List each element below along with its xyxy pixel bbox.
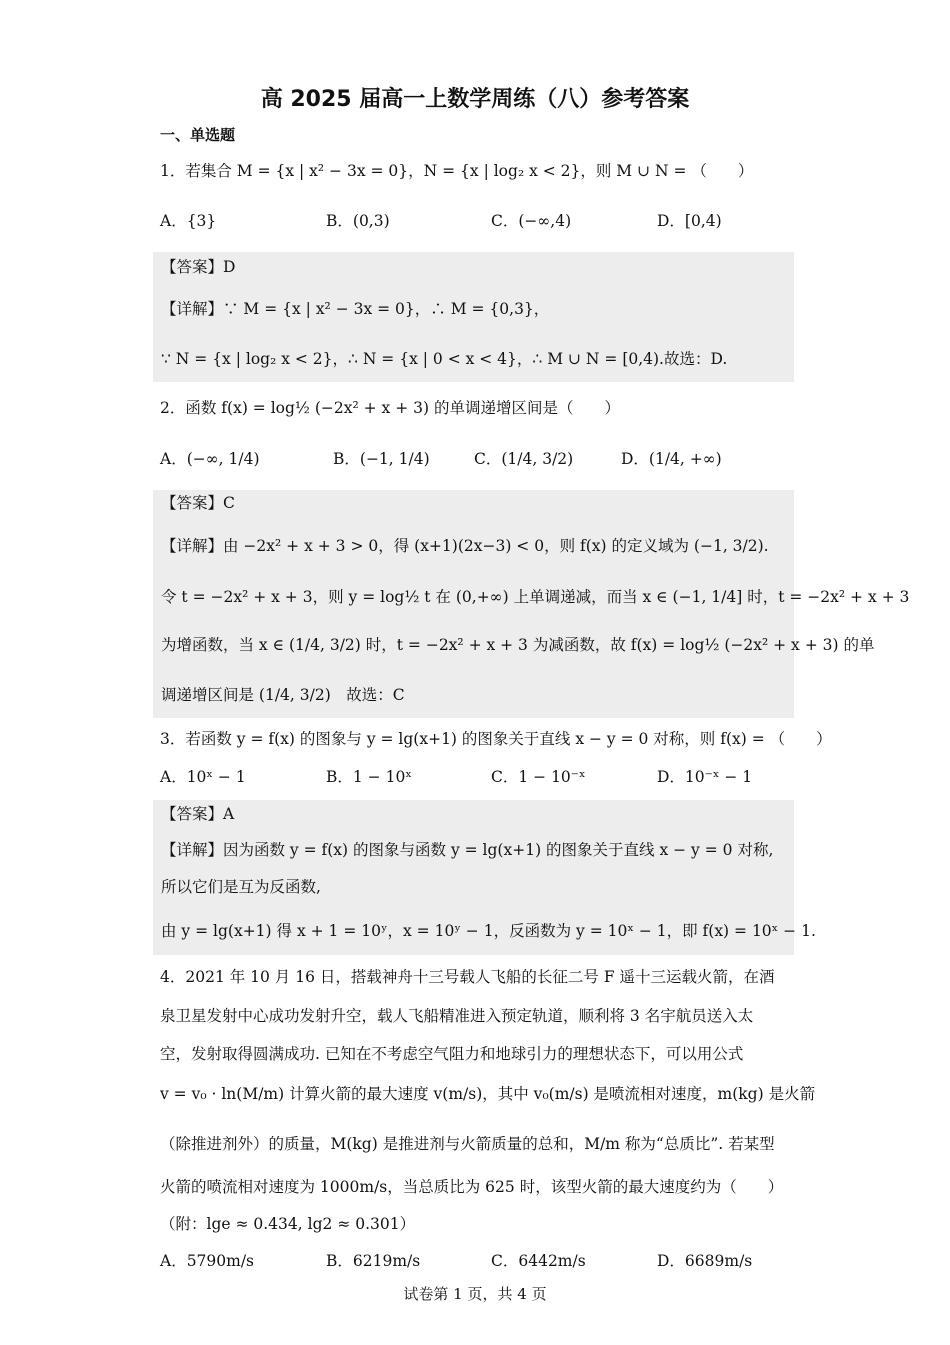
q2-detail-1: 【详解】由 −2x² + x + 3 > 0，得 (x+1)(2x−3) < 0，则 f(x) 的定义域为 (−1, 3/2). — [161, 537, 769, 555]
q1-detail-2: ∵ N = {x | log₂ x < 2}，∴ N = {x | 0 < x < 4}，∴ M ∪ N = [0,4).故选：D. — [161, 350, 728, 368]
q2-option-b: B．(−1, 1/4) — [333, 450, 430, 468]
q2-option-a: A．(−∞, 1/4) — [160, 450, 260, 468]
q4-option-a: A．5790m/s — [160, 1252, 255, 1270]
q1-option-d: D．[0,4) — [657, 212, 722, 230]
q4-line-7: （附：lge ≈ 0.434, lg2 ≈ 0.301） — [160, 1215, 416, 1233]
q1-answer: 【答案】D — [161, 258, 236, 276]
q3-stem: 3．若函数 y = f(x) 的图象与 y = lg(x+1) 的图象关于直线 x − y = 0 对称，则 f(x) = （ ） — [160, 730, 832, 748]
q2-option-c: C．(1/4, 3/2) — [474, 450, 574, 468]
section-heading: 一、单选题 — [160, 126, 236, 144]
q3-detail-3: 由 y = lg(x+1) 得 x + 1 = 10ʸ，x = 10ʸ − 1，反函数为 y = 10ˣ − 1，即 f(x) = 10ˣ − 1. — [161, 922, 816, 940]
q3-answer-box — [153, 800, 816, 955]
q3-answer: 【答案】A — [161, 805, 235, 823]
q4-line-3: 空，发射取得圆满成功. 已知在不考虑空气阻力和地球引力的理想状态下，可以用公式 — [160, 1045, 744, 1063]
q1-option-a: A．{3} — [160, 212, 217, 230]
q2-answer-box — [153, 490, 910, 718]
q4-option-c: C．6442m/s — [491, 1252, 586, 1270]
q2-detail-2: 令 t = −2x² + x + 3，则 y = log½ t 在 (0,+∞) 上单调递减，而当 x ∈ (−1, 1/4] 时，t = −2x² + x + 3 — [161, 588, 910, 606]
q4-line-2: 泉卫星发射中心成功发射升空，载人飞船精准进入预定轨道，顺利将 3 名宇航员送入太 — [160, 1007, 754, 1025]
q2-stem: 2．函数 f(x) = log½ (−2x² + x + 3) 的单调递增区间是（ ） — [160, 399, 620, 417]
q4-option-d: D．6689m/s — [657, 1252, 753, 1270]
q4-option-b: B．6219m/s — [326, 1252, 421, 1270]
q3-option-b: B．1 − 10ˣ — [326, 768, 412, 786]
q2-detail-3: 为增函数，当 x ∈ (1/4, 3/2) 时，t = −2x² + x + 3 为减函数，故 f(x) = log½ (−2x² + x + 3) 的单 — [161, 636, 875, 654]
page-footer: 试卷第 1 页，共 4 页 — [403, 1285, 547, 1303]
q2-detail-4: 调递增区间是 (1/4, 3/2) 故选：C — [161, 686, 405, 704]
q2-answer: 【答案】C — [161, 494, 235, 512]
q3-detail-2: 所以它们是互为反函数, — [161, 878, 321, 896]
q1-stem: 1．若集合 M = {x | x² − 3x = 0}，N = {x | log₂ x < 2}，则 M ∪ N = （ ） — [160, 162, 754, 180]
q2-option-d: D．(1/4, +∞) — [621, 450, 722, 468]
q4-line-1: 4．2021 年 10 月 16 日，搭载神舟十三号载人飞船的长征二号 F 遥十三运载火箭，在酒 — [160, 968, 775, 986]
q3-option-c: C．1 − 10⁻ˣ — [491, 768, 586, 786]
q1-detail-1: 【详解】∵ M = {x | x² − 3x = 0}，∴ M = {0,3}， — [161, 300, 550, 318]
q1-answer-box — [153, 252, 794, 382]
page-title: 高 2025 届高一上数学周练（八）参考答案 — [260, 87, 690, 112]
q3-option-a: A．10ˣ − 1 — [160, 768, 246, 786]
q1-option-c: C．(−∞,4) — [491, 212, 572, 230]
q3-detail-1: 【详解】因为函数 y = f(x) 的图象与函数 y = lg(x+1) 的图象关于直线 x − y = 0 对称, — [161, 841, 774, 859]
q4-line-5: （除推进剂外）的质量，M(kg) 是推进剂与火箭质量的总和，M/m 称为“总质比”. 若某型 — [160, 1135, 775, 1153]
q4-line-6: 火箭的喷流相对速度为 1000m/s，当总质比为 625 时，该型火箭的最大速度约为（ ） — [160, 1178, 784, 1196]
q1-option-b: B．(0,3) — [326, 212, 390, 230]
q3-option-d: D．10⁻ˣ − 1 — [657, 768, 753, 786]
q4-line-4: v = v₀ · ln(M/m) 计算火箭的最大速度 v(m/s)，其中 v₀(m/s) 是喷流相对速度，m(kg) 是火箭 — [160, 1085, 816, 1103]
